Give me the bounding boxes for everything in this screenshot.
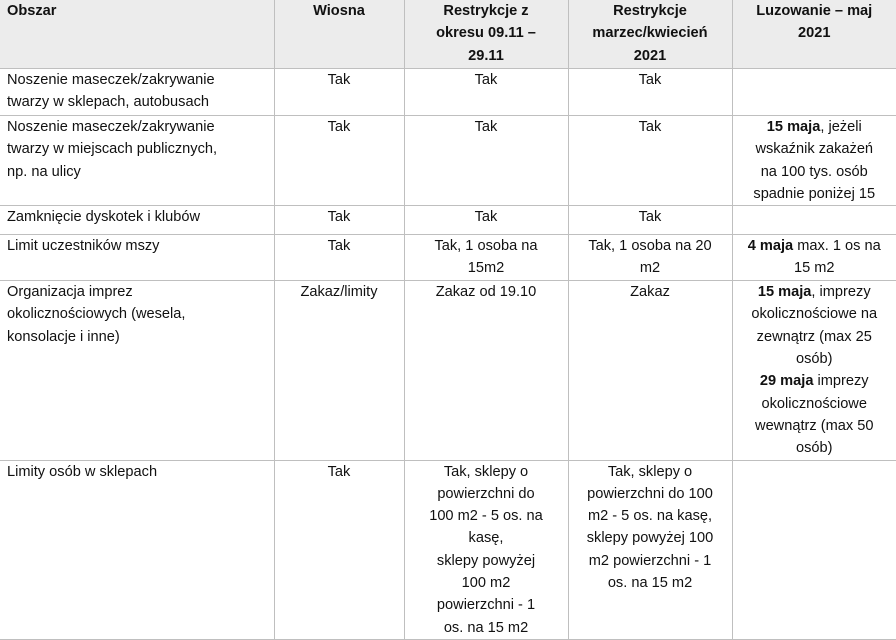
line-text: na 100 tys. osób bbox=[760, 163, 868, 180]
header-cell-may-easing bbox=[732, 0, 896, 69]
cell-march bbox=[568, 206, 732, 235]
cell-march bbox=[568, 235, 732, 281]
cell-line bbox=[740, 281, 890, 303]
cell-spring bbox=[274, 69, 404, 116]
cell-nov bbox=[404, 460, 568, 639]
line-text: , jeżeli bbox=[820, 119, 862, 135]
cell-nov bbox=[404, 281, 568, 460]
header-cell-area bbox=[0, 0, 274, 69]
cell-line: konsolacje i inne) bbox=[7, 328, 120, 345]
cell-line: Tak bbox=[474, 209, 498, 226]
cell-line: np. na ulicy bbox=[7, 163, 81, 180]
cell-line: 2021 bbox=[633, 47, 667, 64]
line-text: 15 m2 bbox=[793, 260, 835, 277]
cell-line: Tak bbox=[638, 72, 662, 88]
cell-spring bbox=[274, 116, 404, 206]
cell-line: sklepy powyżej 100 bbox=[586, 530, 714, 547]
cell-march bbox=[568, 69, 732, 116]
cell-line: marzec/kwiecień bbox=[592, 25, 708, 42]
cell-line bbox=[740, 370, 890, 392]
cell-march bbox=[568, 460, 732, 639]
cell-line: Zakaz od 19.10 bbox=[435, 284, 537, 301]
table-row bbox=[0, 206, 896, 235]
cell-may bbox=[732, 281, 896, 460]
cell-line: 100 m2 - 5 os. na bbox=[429, 508, 543, 525]
cell-line: kasę, bbox=[468, 530, 504, 547]
cell-spring bbox=[274, 206, 404, 235]
date-highlight: 4 maja bbox=[747, 238, 794, 255]
cell-area bbox=[0, 116, 274, 206]
cell-line: Tak, sklepy o bbox=[607, 463, 693, 480]
cell-line: powierzchni do bbox=[437, 485, 535, 502]
cell-spring bbox=[274, 460, 404, 639]
cell-line: Organizacja imprez bbox=[7, 284, 133, 301]
cell-area bbox=[0, 206, 274, 235]
cell-line bbox=[740, 235, 890, 257]
line-text: , imprezy bbox=[811, 284, 871, 301]
cell-line: twarzy w miejscach publicznych, bbox=[7, 141, 218, 158]
cell-line bbox=[740, 303, 890, 325]
cell-line: Zamknięcie dyskotek i klubów bbox=[7, 209, 201, 226]
line-text: max. 1 os na bbox=[793, 238, 881, 255]
table-row bbox=[0, 460, 896, 639]
table-row bbox=[0, 281, 896, 460]
line-text: wskaźnik zakażeń bbox=[755, 141, 874, 158]
cell-line: Luzowanie – maj bbox=[756, 3, 873, 19]
cell-line: Zakaz bbox=[630, 284, 670, 301]
date-highlight: 29 maja bbox=[759, 373, 814, 390]
cell-line bbox=[740, 183, 890, 205]
line-text: okolicznościowe bbox=[761, 395, 867, 412]
cell-may bbox=[732, 69, 896, 116]
cell-line: m2 - 5 os. na kasę, bbox=[587, 508, 713, 525]
cell-line: Tak bbox=[327, 119, 351, 135]
cell-may bbox=[732, 116, 896, 206]
cell-line: 29.11 bbox=[468, 47, 504, 64]
cell-may bbox=[732, 206, 896, 235]
cell-line bbox=[740, 257, 890, 279]
cell-line bbox=[740, 161, 890, 183]
cell-may bbox=[732, 235, 896, 281]
cell-line: Tak bbox=[474, 119, 498, 135]
cell-nov bbox=[404, 69, 568, 116]
cell-line: Limity osób w sklepach bbox=[7, 463, 158, 480]
cell-line: twarzy w sklepach, autobusach bbox=[7, 94, 209, 111]
cell-march bbox=[568, 116, 732, 206]
line-text: osób) bbox=[795, 351, 833, 368]
line-text: spadnie poniżej 15 bbox=[753, 185, 876, 202]
cell-line: Tak bbox=[474, 72, 498, 88]
header-cell-spring bbox=[274, 0, 404, 69]
line-text: osób) bbox=[795, 440, 833, 457]
cell-line: 15m2 bbox=[467, 260, 505, 277]
cell-line: m2 bbox=[639, 260, 661, 277]
cell-line: okresu 09.11 – bbox=[436, 25, 536, 42]
cell-spring bbox=[274, 281, 404, 460]
header-cell-march-restrictions bbox=[568, 0, 732, 69]
table-row bbox=[0, 116, 896, 206]
cell-line bbox=[740, 393, 890, 415]
cell-area bbox=[0, 69, 274, 116]
cell-line: Tak bbox=[638, 119, 662, 135]
cell-line: 2021 bbox=[798, 25, 831, 42]
cell-line bbox=[740, 116, 890, 138]
date-highlight: 15 maja bbox=[766, 119, 821, 135]
cell-may bbox=[732, 460, 896, 639]
cell-line: m2 powierzchni - 1 bbox=[588, 552, 712, 569]
cell-march bbox=[568, 281, 732, 460]
cell-line: Noszenie maseczek/zakrywanie bbox=[7, 72, 215, 88]
cell-line: Obszar bbox=[7, 3, 57, 19]
cell-spring bbox=[274, 235, 404, 281]
line-text: okolicznościowe na bbox=[751, 306, 878, 323]
cell-line: Restrykcje bbox=[613, 3, 687, 19]
cell-line: powierzchni do 100 bbox=[587, 485, 713, 502]
cell-line: Tak, sklepy o bbox=[443, 463, 529, 480]
cell-line bbox=[740, 415, 890, 437]
line-text: wewnątrz (max 50 bbox=[755, 417, 874, 434]
cell-line: 100 m2 bbox=[461, 575, 511, 592]
cell-line: Tak, 1 osoba na bbox=[434, 238, 538, 255]
cell-line: Restrykcje z bbox=[443, 3, 529, 19]
cell-line: sklepy powyżej bbox=[436, 552, 536, 569]
cell-area bbox=[0, 460, 274, 639]
cell-line: Zakaz/limity bbox=[300, 284, 378, 301]
cell-area bbox=[0, 235, 274, 281]
cell-line: okolicznościowych (wesela, bbox=[7, 306, 186, 323]
cell-line: os. na 15 m2 bbox=[607, 575, 693, 592]
table-row bbox=[0, 235, 896, 281]
cell-line: Tak bbox=[327, 463, 351, 480]
table-row bbox=[0, 69, 896, 116]
header-row bbox=[0, 0, 896, 69]
cell-line: Tak bbox=[327, 209, 351, 226]
cell-line: Tak, 1 osoba na 20 bbox=[588, 238, 712, 255]
cell-line: Tak bbox=[327, 238, 351, 255]
cell-nov bbox=[404, 206, 568, 235]
cell-line: Limit uczestników mszy bbox=[7, 238, 160, 255]
cell-line: Noszenie maseczek/zakrywanie bbox=[7, 119, 215, 135]
cell-line bbox=[740, 326, 890, 348]
cell-line: Tak bbox=[327, 72, 351, 88]
cell-line bbox=[740, 138, 890, 160]
cell-nov bbox=[404, 235, 568, 281]
cell-line bbox=[740, 348, 890, 370]
header-cell-nov-restrictions bbox=[404, 0, 568, 69]
cell-line: Wiosna bbox=[313, 3, 365, 19]
date-highlight: 15 maja bbox=[757, 284, 812, 301]
cell-line: os. na 15 m2 bbox=[443, 619, 529, 636]
line-text: imprezy bbox=[813, 373, 869, 390]
cell-line: powierzchni - 1 bbox=[436, 597, 536, 614]
cell-line bbox=[740, 437, 890, 459]
line-text: zewnątrz (max 25 bbox=[756, 328, 872, 345]
cell-area bbox=[0, 281, 274, 460]
cell-nov bbox=[404, 116, 568, 206]
cell-line: Tak bbox=[638, 209, 662, 226]
